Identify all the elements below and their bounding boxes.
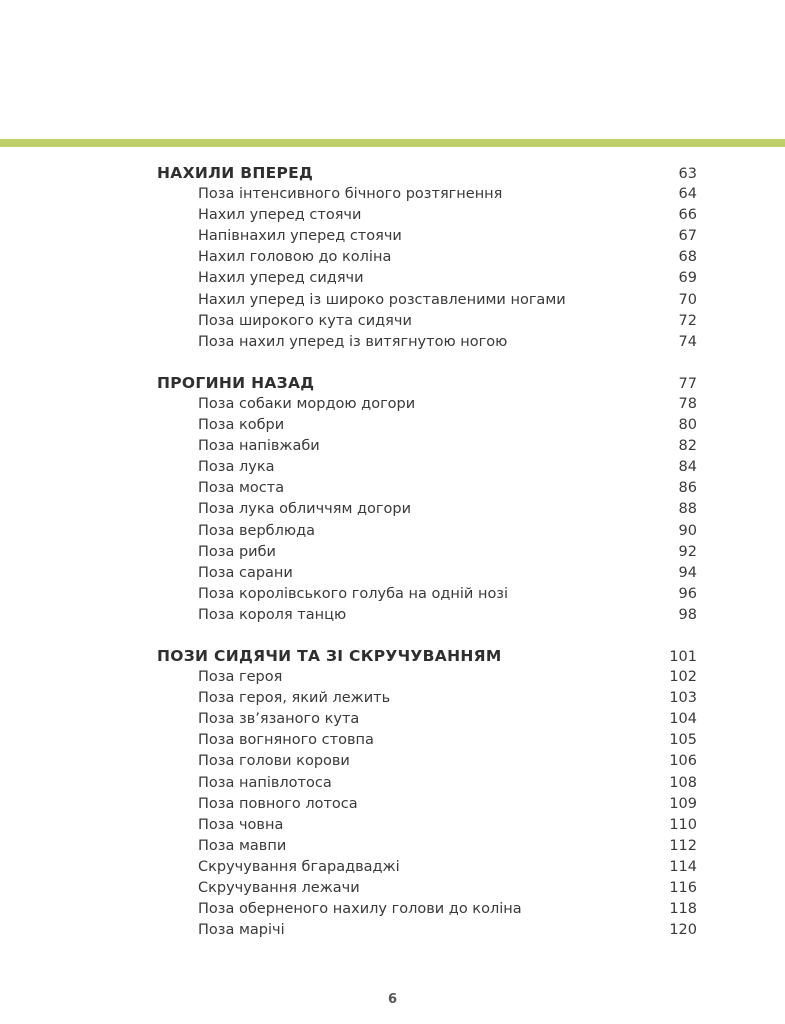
entry-page-number: 64 (678, 186, 697, 203)
entry-page-number: 109 (669, 795, 697, 812)
entry-title: Поза напівжаби (198, 438, 320, 455)
toc-entry (157, 332, 697, 353)
toc-section (157, 646, 697, 941)
entry-title: Поза повного лотоса (198, 795, 358, 812)
entry-title: Поза кобри (198, 417, 285, 434)
entry-page-number: 103 (669, 690, 697, 707)
toc-entry (157, 184, 697, 205)
entry-page-number: 67 (678, 228, 697, 245)
toc-entry (157, 499, 697, 520)
toc-entry (157, 730, 697, 751)
toc-entry (157, 667, 697, 688)
toc-entry (157, 563, 697, 584)
toc-entry (157, 415, 697, 436)
toc-entry (157, 521, 697, 542)
entry-page-number: 92 (678, 543, 697, 560)
entry-page-number: 116 (669, 880, 697, 896)
toc-entry (157, 794, 697, 815)
entry-page-number: 90 (678, 522, 697, 539)
entry-title: Поза зв’язаного кута (198, 711, 360, 728)
entry-title: Скручування лежачи (198, 880, 360, 896)
entry-page-number: 108 (669, 774, 697, 791)
page-number-footer: 6 (387, 992, 398, 1007)
toc-entry (157, 773, 697, 794)
toc-entry (157, 394, 697, 415)
toc-entry (157, 226, 697, 247)
entry-page-number: 69 (678, 270, 697, 287)
toc-entry (157, 836, 697, 857)
entry-title: Поза героя (198, 669, 283, 686)
entry-page-number: 88 (678, 501, 697, 518)
toc-section (157, 373, 697, 626)
entry-page-number: 120 (669, 922, 697, 939)
entry-title: Поза сарани (198, 564, 293, 581)
entry-title: Поза човна (198, 816, 284, 833)
entry-title: Скручування бгарадваджі (198, 858, 400, 875)
entry-title: Поза мавпи (198, 837, 287, 854)
entry-title: Поза героя, який лежить (198, 690, 391, 707)
section-heading-row (157, 373, 697, 394)
entry-page-number: 68 (678, 249, 697, 266)
entry-page-number: 84 (678, 459, 697, 476)
toc-section (157, 163, 697, 353)
table-of-contents (157, 163, 697, 941)
toc-entry (157, 542, 697, 563)
entry-page-number: 104 (669, 711, 697, 728)
entry-title: Нахил уперед сидячи (198, 270, 364, 287)
section-page-number: 63 (678, 166, 697, 182)
entry-title: Поза широкого кута сидячи (198, 312, 412, 329)
entry-page-number: 96 (678, 585, 697, 602)
entry-page-number: 94 (678, 564, 697, 581)
toc-entry (157, 751, 697, 772)
section-page-number: 101 (669, 648, 697, 665)
entry-page-number: 80 (678, 417, 697, 434)
section-page-number: 77 (678, 375, 697, 392)
toc-entry (157, 247, 697, 268)
entry-page-number: 114 (669, 858, 697, 875)
entry-page-number: 106 (669, 753, 697, 770)
entry-title: Поза моста (198, 480, 285, 497)
entry-title: Поза вогняного стовпа (198, 732, 374, 749)
entry-title: Поза верблюда (198, 522, 315, 539)
entry-page-number: 66 (678, 207, 697, 224)
section-heading: ПОЗИ СИДЯЧИ ТА ЗІ СКРУЧУВАННЯМ (157, 646, 502, 665)
entry-title: Напівнахил уперед стоячи (198, 228, 402, 245)
toc-entry (157, 205, 697, 226)
toc-entry (157, 457, 697, 478)
entry-page-number: 70 (678, 291, 697, 308)
section-heading-row (157, 163, 697, 184)
toc-entry (157, 584, 697, 605)
entry-title: Поза голови корови (198, 753, 350, 770)
toc-entry (157, 857, 697, 878)
toc-entry (157, 478, 697, 499)
toc-entry (157, 709, 697, 730)
entry-page-number: 74 (678, 333, 697, 350)
toc-entry (157, 605, 697, 626)
toc-entry (157, 311, 697, 332)
entry-title: Поза марічі (198, 922, 285, 939)
entry-title: Нахил уперед стоячи (198, 207, 362, 224)
entry-title: Поза напівлотоса (198, 774, 332, 791)
entry-title: Поза лука (198, 459, 275, 476)
entry-title: Поза королівського голуба на одній нозі (198, 585, 509, 602)
toc-entry (157, 268, 697, 289)
entry-page-number: 102 (669, 669, 697, 686)
entry-title: Поза собаки мордою догори (198, 395, 416, 412)
entry-title: Поза риби (198, 543, 276, 560)
toc-entry (157, 920, 697, 941)
toc-entry (157, 290, 697, 311)
toc-entry (157, 878, 697, 899)
toc-entry (157, 815, 697, 836)
section-heading: НАХИЛИ ВПЕРЕД (157, 164, 314, 182)
entry-page-number: 98 (678, 606, 697, 623)
entry-page-number: 72 (678, 312, 697, 329)
section-heading: ПРОГИНИ НАЗАД (157, 373, 315, 392)
entry-title: Поза короля танцю (198, 606, 347, 623)
entry-title: Поза нахил уперед із витягнутою ногою (198, 333, 508, 350)
toc-entry (157, 436, 697, 457)
entry-page-number: 82 (678, 438, 697, 455)
toc-entry (157, 688, 697, 709)
entry-page-number: 118 (669, 901, 697, 918)
entry-page-number: 112 (669, 837, 697, 854)
accent-divider-bar (0, 139, 785, 147)
entry-page-number: 110 (669, 816, 697, 833)
toc-entry (157, 899, 697, 920)
entry-page-number: 78 (678, 395, 697, 412)
entry-title: Нахил уперед із широко розставленими ногами (198, 291, 566, 308)
entry-page-number: 86 (678, 480, 697, 497)
section-heading-row (157, 646, 697, 667)
entry-page-number: 105 (669, 732, 697, 749)
entry-title: Поза інтенсивного бічного розтягнення (198, 186, 503, 203)
entry-title: Поза лука обличчям догори (198, 501, 412, 518)
entry-title: Поза оберненого нахилу голови до коліна (198, 901, 522, 918)
entry-title: Нахил головою до коліна (198, 249, 392, 266)
